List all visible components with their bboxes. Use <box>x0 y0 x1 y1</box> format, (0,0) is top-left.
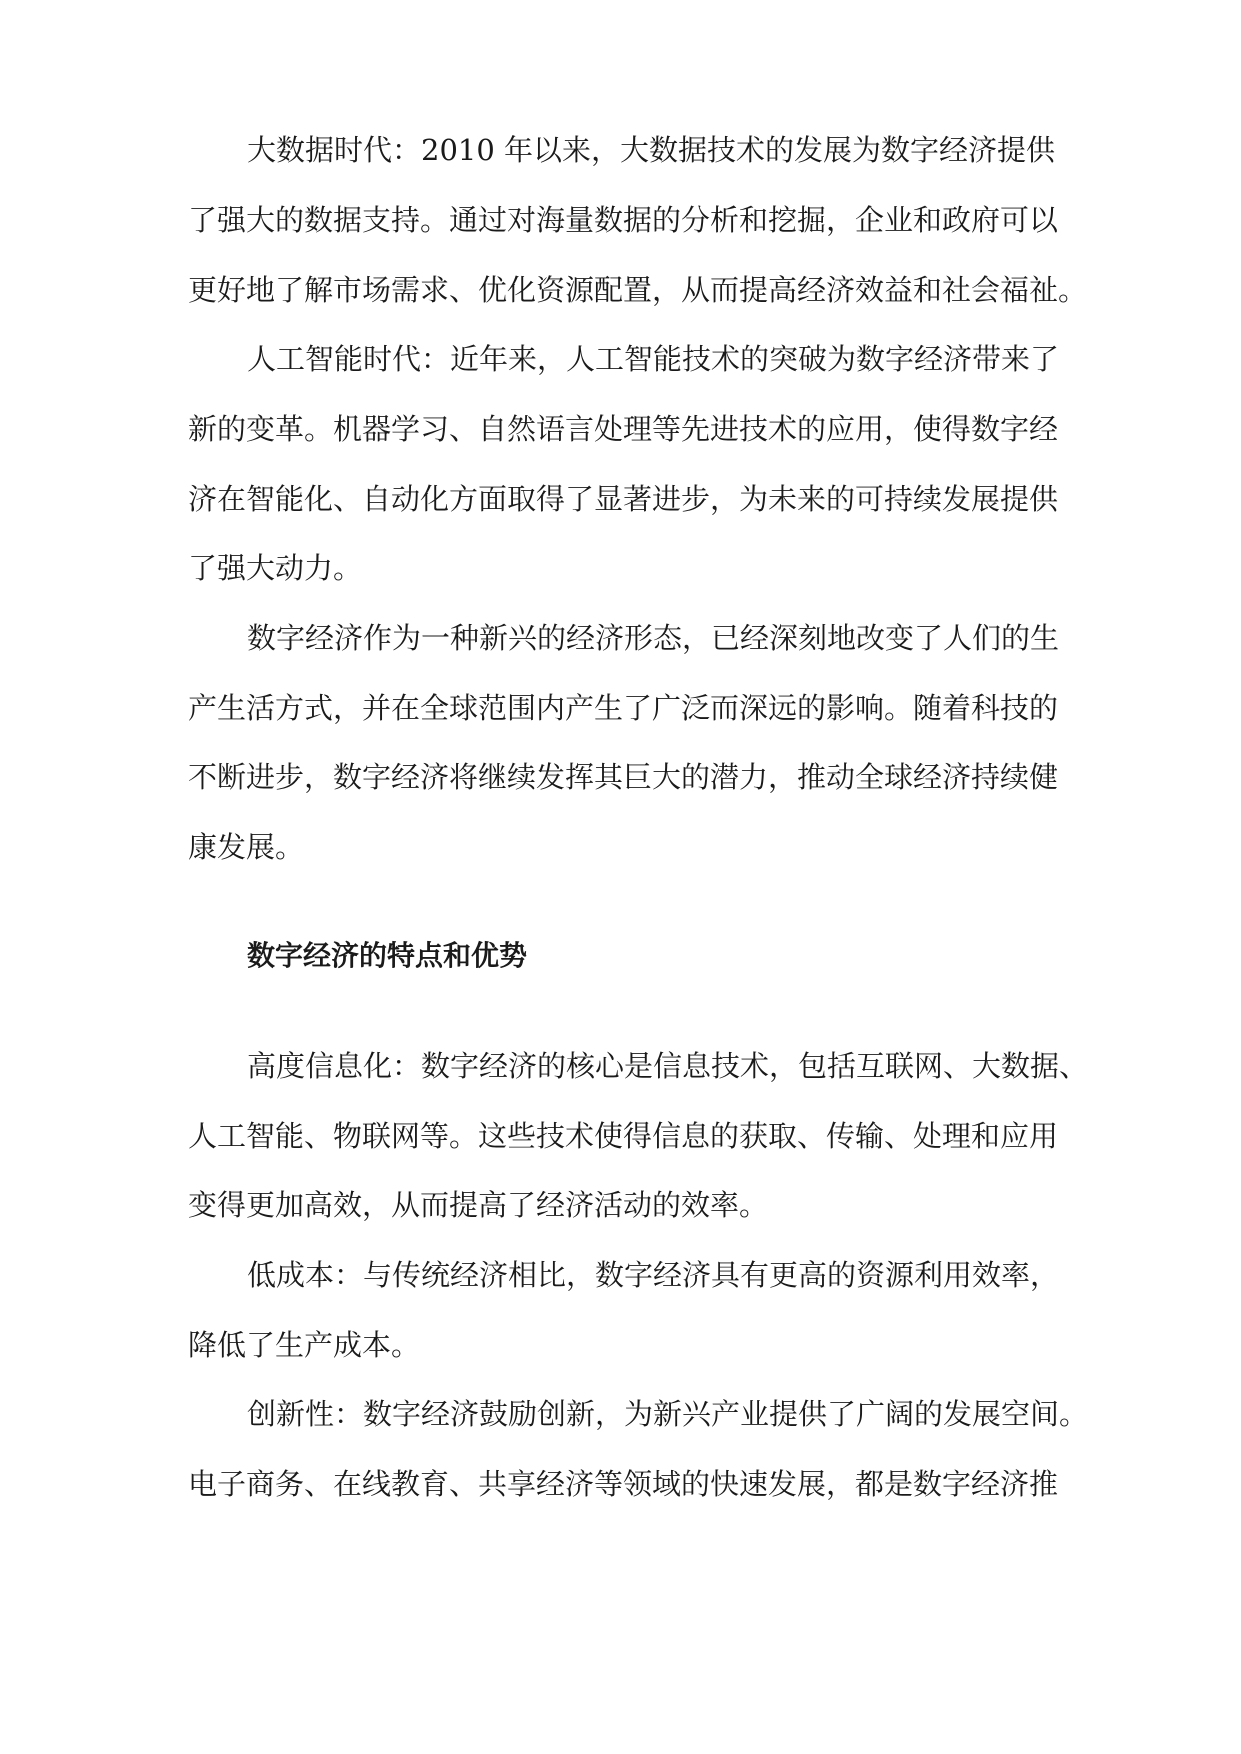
paragraph-ai-line-4: 了强大动力。 <box>188 551 363 585</box>
paragraph-summary-line-3: 不断进步，数字经济将继续发挥其巨大的潜力，推动全球经济持续健 <box>188 760 1059 794</box>
section-heading: 数字经济的特点和优势 <box>247 939 528 972</box>
paragraph-informatization-line-2: 人工智能、物联网等。这些技术使得信息的获取、传输、处理和应用 <box>188 1119 1059 1153</box>
paragraph-innovation-line-1: 创新性：数字经济鼓励创新，为新兴产业提供了广阔的发展空间。 <box>247 1397 1089 1431</box>
paragraph-ai-line-1: 人工智能时代：近年来，人工智能技术的突破为数字经济带来了 <box>247 342 1060 376</box>
paragraph-informatization-line-1: 高度信息化：数字经济的核心是信息技术，包括互联网、大数据、 <box>247 1049 1089 1083</box>
paragraph-big-data-line-2: 了强大的数据支持。通过对海量数据的分析和挖掘，企业和政府可以 <box>188 203 1059 237</box>
paragraph-big-data-line-3: 更好地了解市场需求、优化资源配置，从而提高经济效益和社会福祉。 <box>188 273 1088 307</box>
paragraph-ai-line-3: 济在智能化、自动化方面取得了显著进步，为未来的可持续发展提供 <box>188 482 1059 516</box>
paragraph-low-cost-line-1: 低成本：与传统经济相比，数字经济具有更高的资源利用效率， <box>247 1258 1060 1292</box>
paragraph-summary-line-1: 数字经济作为一种新兴的经济形态，已经深刻地改变了人们的生 <box>247 621 1060 655</box>
paragraph-big-data-line-1: 大数据时代：2010 年以来，大数据技术的发展为数字经济提供 <box>247 133 1056 167</box>
paragraph-low-cost-line-2: 降低了生产成本。 <box>188 1328 421 1362</box>
paragraph-summary-line-2: 产生活方式，并在全球范围内产生了广泛而深远的影响。随着科技的 <box>188 691 1059 725</box>
paragraph-informatization-line-3: 变得更加高效，从而提高了经济活动的效率。 <box>188 1188 769 1222</box>
paragraph-summary-line-4: 康发展。 <box>188 830 305 864</box>
paragraph-innovation-line-2: 电子商务、在线教育、共享经济等领域的快速发展，都是数字经济推 <box>188 1467 1059 1501</box>
paragraph-ai-line-2: 新的变革。机器学习、自然语言处理等先进技术的应用，使得数字经 <box>188 412 1059 446</box>
